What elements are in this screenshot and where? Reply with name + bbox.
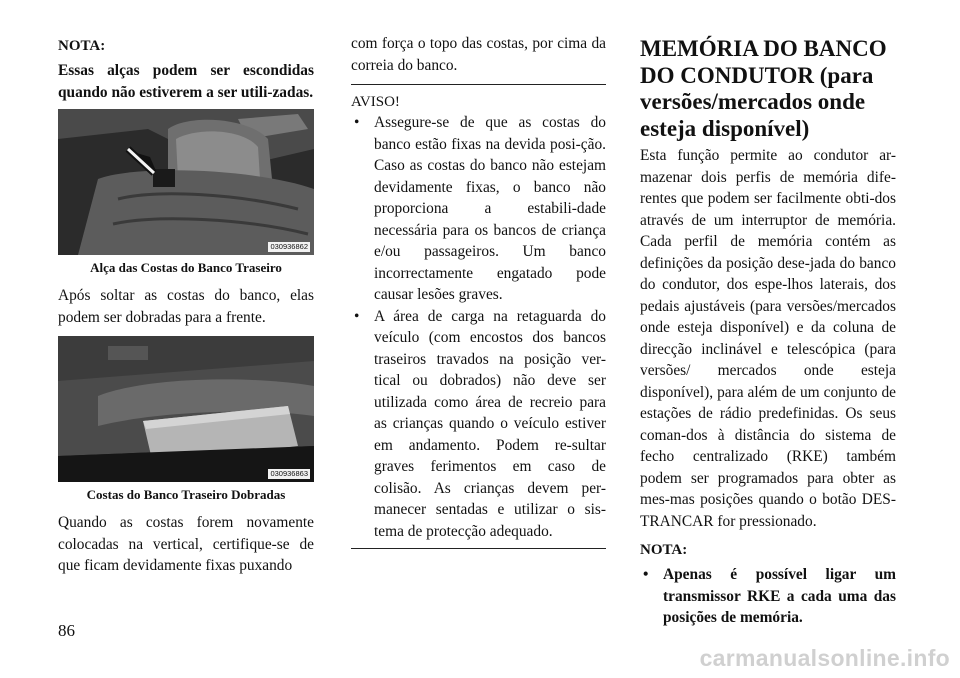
page-number: 86 [58, 621, 75, 640]
paragraph-continued: com força o topo das costas, por cima da correia do banco. [351, 35, 606, 74]
warning-label: AVISO! [351, 94, 400, 110]
note-text: Essas alças podem ser escondidas quando não estiverem a ser utili-zadas. [58, 62, 314, 101]
figure-code: 030936862 [270, 242, 308, 251]
section-heading: MEMÓRIA DO BANCO DO CONDUTOR (para versões/mercados onde esteja disponível) [640, 36, 887, 141]
column-left [58, 36, 314, 577]
figure-code: 030936863 [270, 469, 308, 478]
column-right [640, 36, 896, 629]
paragraph: Esta função permite ao condutor ar-mazenar dois perfis de memória dife-rentes que podem ser facilmente obti-dos através de um interruptor de memória. Cada perfil de memória contém as definições da posição dese-jada do banco do condutor, dos espe-lhos laterais, dos pedais ajustáveis (para versões/mercados onde esteja disponível) e da coluna de direcção inclinável e telescópica (para versões/ mercados onde esteja disponível), para além de um conjunto de estações de rádio predefinidas. Os seus coman-dos à distância do sistema de fecho centralizado (RKE) também podem ser programados para obter as mes-mas posições quando o botão DES-TRANCAR for pressionado. [640, 147, 896, 530]
figure-rear-seatback-folded [58, 336, 314, 482]
note-list [640, 564, 896, 629]
figure-caption: Costas do Banco Traseiro Dobradas [86, 487, 286, 502]
note-item: • Apenas é possível ligar um transmissor RKE a cada uma das posições de memória. [640, 564, 896, 629]
note-label: NOTA: [58, 38, 106, 54]
paragraph: Após soltar as costas do banco, elas podem ser dobradas para a frente. [58, 287, 314, 326]
note-label: NOTA: [640, 542, 688, 558]
watermark: carmanualsonline.info [699, 645, 950, 671]
warning-item: • A área de carga na retaguarda do veículo (com encostos dos bancos traseiros travados na posição ver-tical ou dobrados) não deve ser utilizada como área de recreio para as crianças quando o veículo estiver em andamento. Podem re-sultar graves ferimentos em caso de colisão. As crianças devem per-manecer sentadas e utilizar o sis-tema de protecção adequado. [351, 306, 606, 543]
figure-caption: Alça das Costas do Banco Traseiro [90, 260, 282, 275]
seat-strap-illustration [58, 109, 314, 255]
paragraph: Quando as costas forem novamente colocadas na vertical, certifique-se de que ficam devidamente fixas puxando [58, 514, 314, 574]
warning-box [351, 84, 606, 549]
figure-rear-seatback-strap [58, 109, 314, 255]
warning-list [351, 112, 606, 542]
folded-seat-illustration [58, 336, 314, 482]
warning-item: • Assegure-se de que as costas do banco estão fixas na devida posi-ção. Caso as costas do banco não estejam devidamente fixas, o banco não proporciona a estabili-dade necessária para os bancos de criança e/ou passageiros. Um banco incorrectamente engatado pode causar lesões graves. [351, 112, 606, 306]
column-middle [351, 36, 606, 549]
